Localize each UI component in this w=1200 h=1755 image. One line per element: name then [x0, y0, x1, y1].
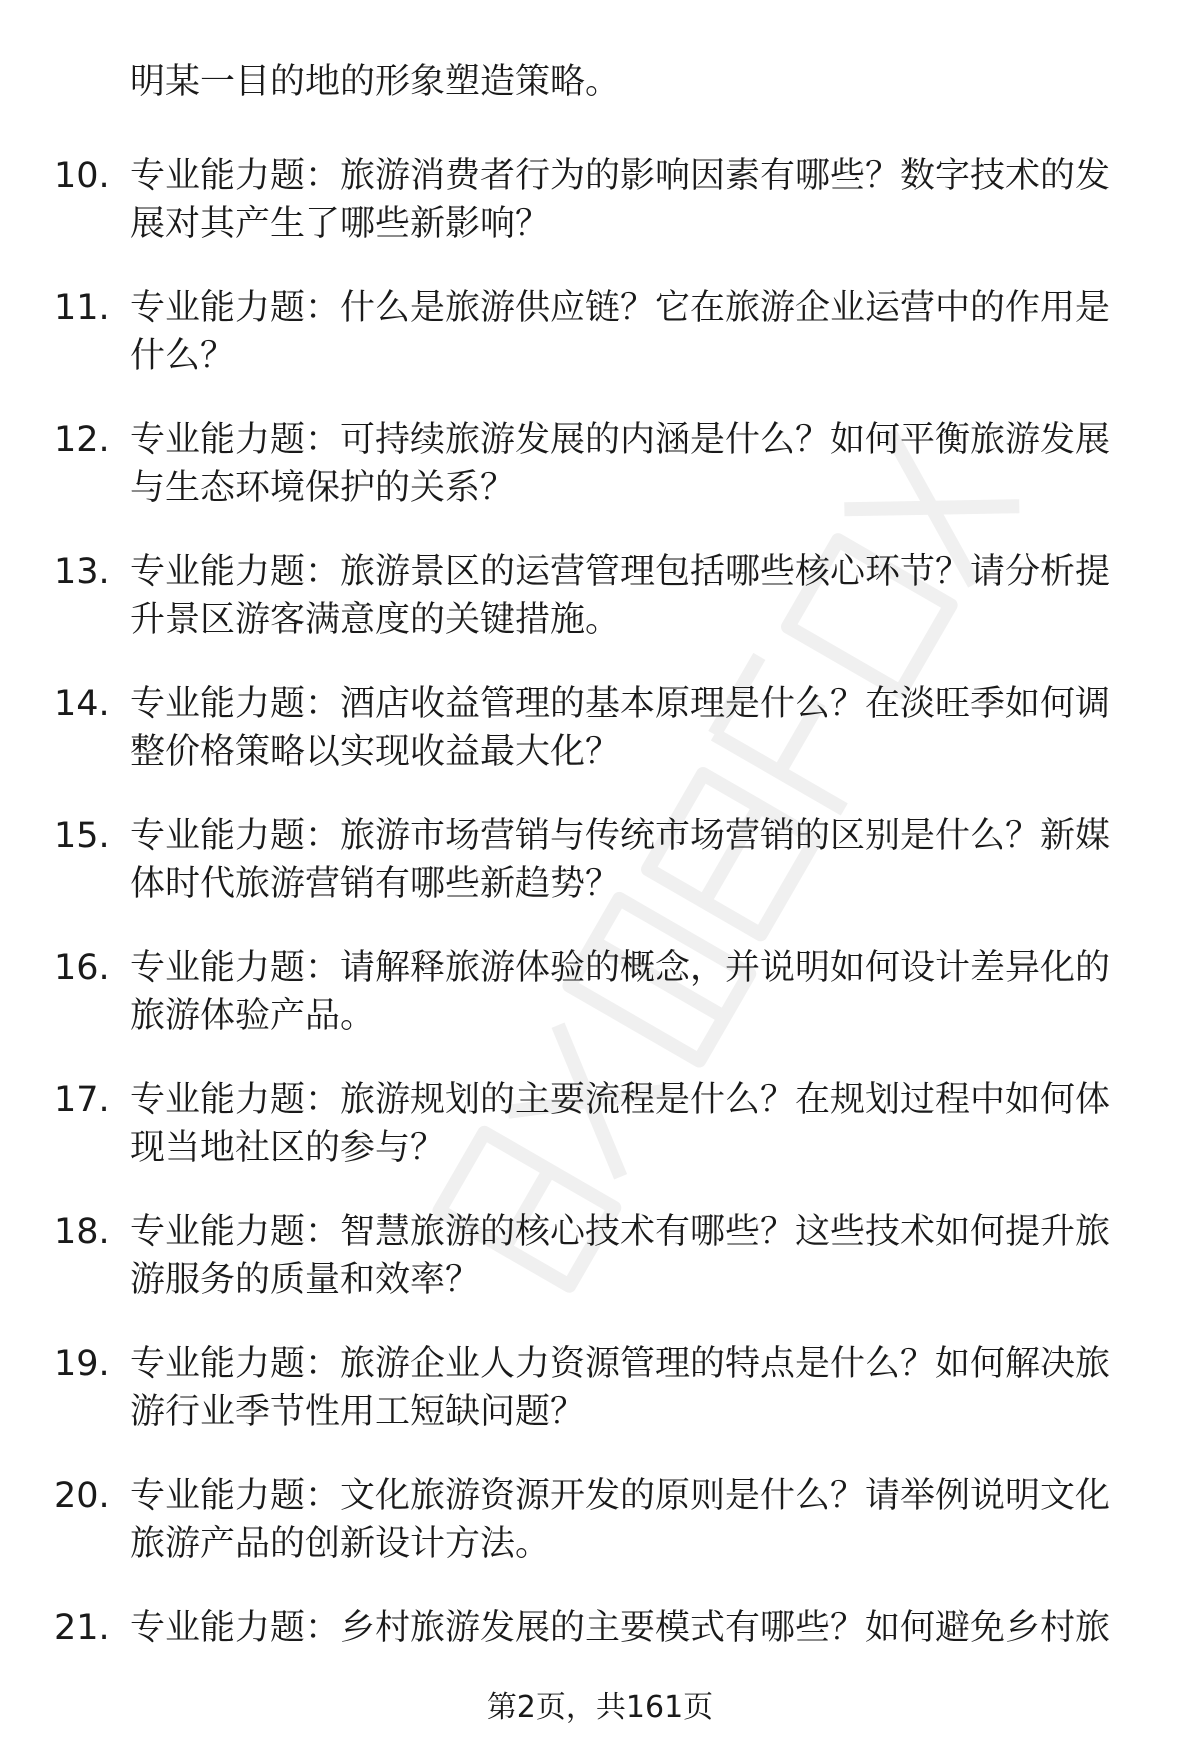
question-line: 专业能力题：智慧旅游的核心技术有哪些？这些技术如何提升旅 [130, 1212, 1111, 1252]
question-line: 旅游体验产品。 [130, 996, 376, 1036]
question-text [130, 1076, 1140, 1172]
continued-question-text: 明某一目的地的形象塑造策略。 [130, 62, 621, 102]
question-line: 游服务的质量和效率？ [130, 1260, 481, 1300]
question-item [0, 812, 1200, 944]
question-item [0, 416, 1200, 548]
question-number: 21. [54, 1608, 110, 1648]
question-line: 整价格策略以实现收益最大化？ [130, 732, 621, 772]
question-number: 14. [54, 684, 110, 724]
question-number: 17. [54, 1080, 110, 1120]
question-item [0, 1208, 1200, 1340]
question-text [130, 1340, 1140, 1436]
question-line: 专业能力题：文化旅游资源开发的原则是什么？请举例说明文化 [130, 1476, 1111, 1516]
question-text [130, 944, 1140, 1040]
question-text [130, 284, 1140, 380]
question-item [0, 152, 1200, 284]
question-text [130, 548, 1140, 644]
question-line: 专业能力题：旅游消费者行为的影响因素有哪些？数字技术的发 [130, 156, 1111, 196]
question-line: 专业能力题：可持续旅游发展的内涵是什么？如何平衡旅游发展 [130, 420, 1111, 460]
question-line: 什么？ [130, 336, 236, 376]
question-item [0, 1340, 1200, 1472]
question-line: 体时代旅游营销有哪些新趋势？ [130, 864, 621, 904]
question-line: 展对其产生了哪些新影响？ [130, 204, 551, 244]
question-line: 专业能力题：乡村旅游发展的主要模式有哪些？如何避免乡村旅 [130, 1608, 1111, 1648]
question-number: 10. [54, 156, 110, 196]
question-text [130, 1208, 1140, 1304]
question-item [0, 944, 1200, 1076]
question-number: 16. [54, 948, 110, 988]
question-text [130, 1472, 1140, 1568]
question-line: 现当地社区的参与？ [130, 1128, 446, 1168]
question-line: 升景区游客满意度的关键措施。 [130, 600, 621, 640]
question-line: 专业能力题：酒店收益管理的基本原理是什么？在淡旺季如何调 [130, 684, 1111, 724]
question-number: 13. [54, 552, 110, 592]
question-item [0, 680, 1200, 812]
question-line: 专业能力题：请解释旅游体验的概念，并说明如何设计差异化的 [130, 948, 1111, 988]
question-item [0, 548, 1200, 680]
question-text [130, 812, 1140, 908]
question-line: 专业能力题：什么是旅游供应链？它在旅游企业运营中的作用是 [130, 288, 1111, 328]
question-text [130, 680, 1140, 776]
question-item [0, 1076, 1200, 1208]
question-line: 专业能力题：旅游企业人力资源管理的特点是什么？如何解决旅 [130, 1344, 1111, 1384]
question-item [0, 1472, 1200, 1604]
question-text [130, 1604, 1140, 1652]
question-line: 与生态环境保护的关系？ [130, 468, 516, 508]
question-number: 19. [54, 1344, 110, 1384]
question-number: 20. [54, 1476, 110, 1516]
question-text [130, 152, 1140, 248]
question-number: 15. [54, 816, 110, 856]
question-line: 旅游产品的创新设计方法。 [130, 1524, 551, 1564]
question-number: 12. [54, 420, 110, 460]
question-text [130, 416, 1140, 512]
question-line: 专业能力题：旅游市场营销与传统市场营销的区别是什么？新媒 [130, 816, 1111, 856]
question-item [0, 284, 1200, 416]
question-number: 18. [54, 1212, 110, 1252]
question-line: 专业能力题：旅游规划的主要流程是什么？在规划过程中如何体 [130, 1080, 1111, 1120]
question-list [0, 152, 1200, 1736]
question-line: 游行业季节性用工短缺问题？ [130, 1392, 586, 1432]
question-number: 11. [54, 288, 110, 328]
page-number-footer: 第2页，共161页 [486, 1690, 714, 1725]
question-line: 专业能力题：旅游景区的运营管理包括哪些核心环节？请分析提 [130, 552, 1111, 592]
